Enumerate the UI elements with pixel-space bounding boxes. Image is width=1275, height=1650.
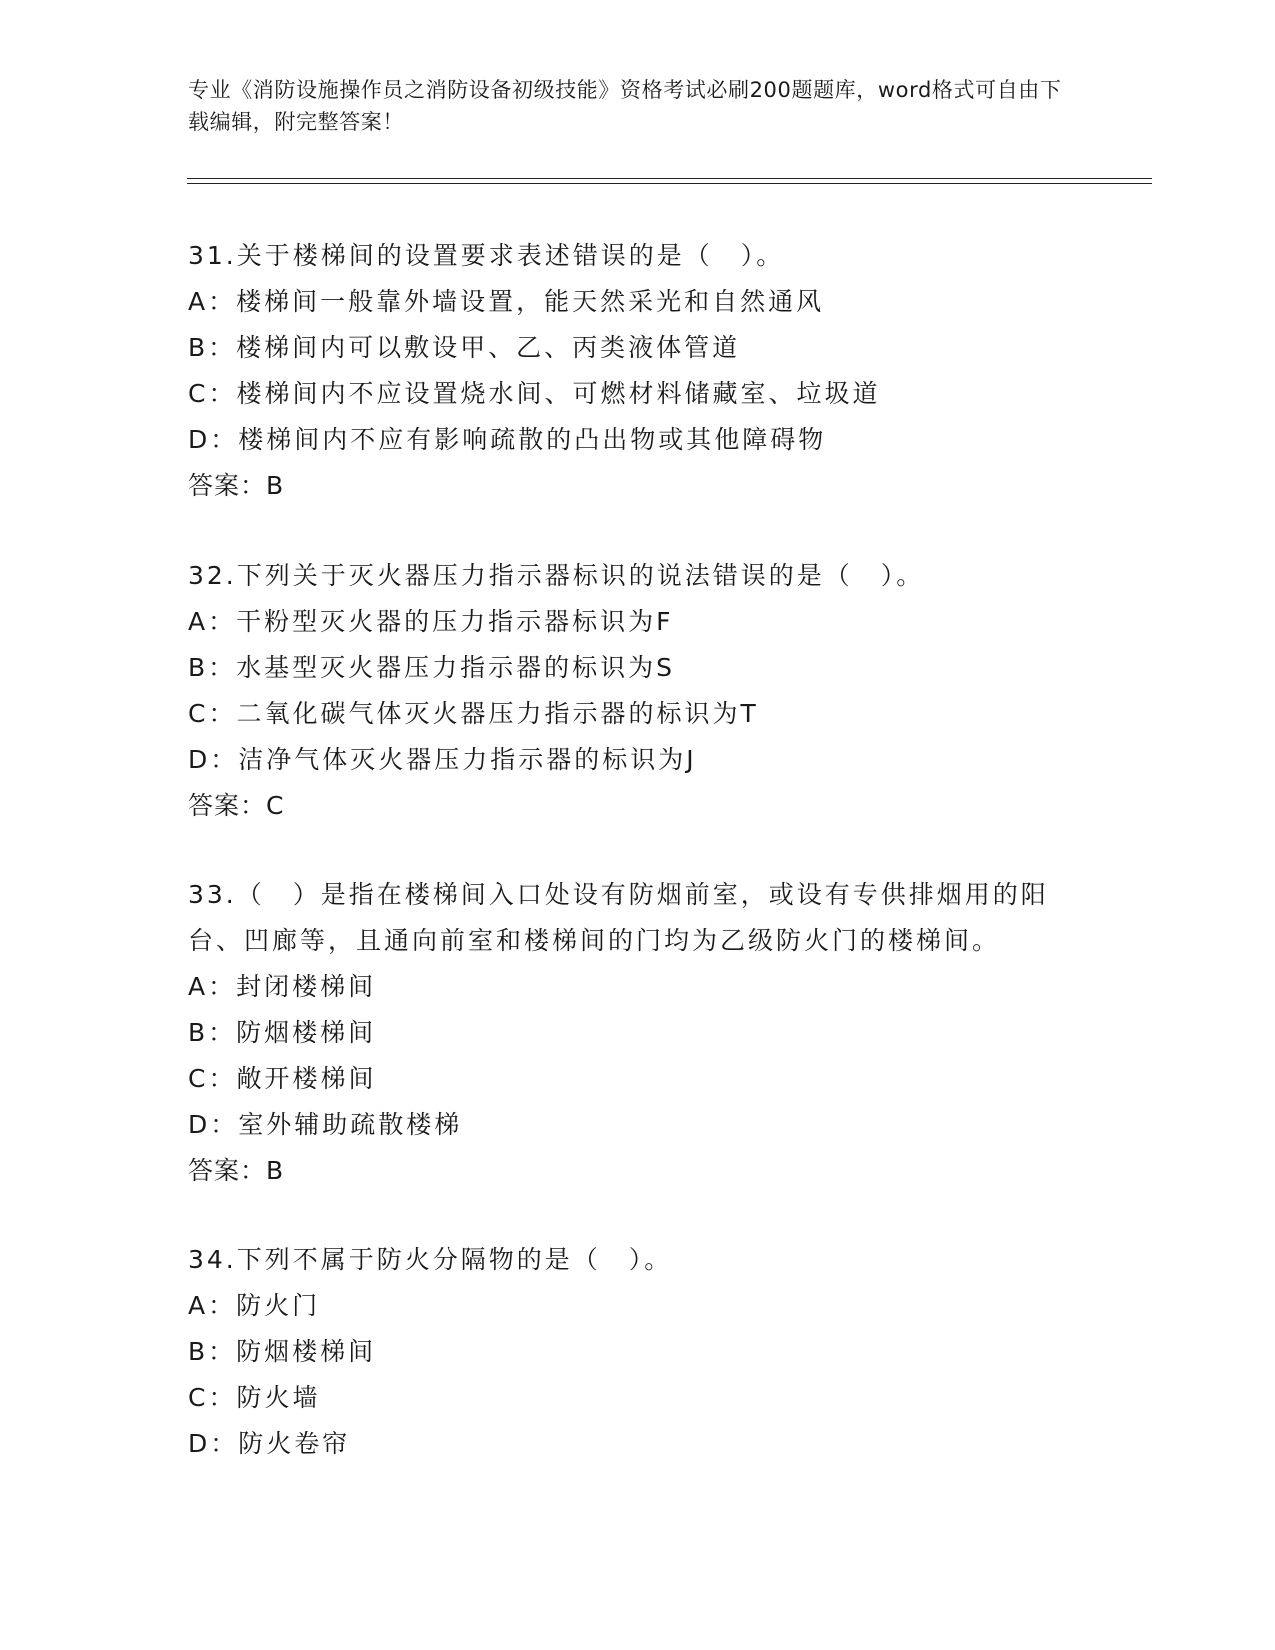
question-stem: 32.下列关于灭火器压力指示器标识的说法错误的是（ ）。 (188, 561, 925, 590)
option-a: A：干粉型灭火器的压力指示器标识为F (188, 607, 674, 636)
question-32 (188, 553, 1088, 829)
option-b: B：水基型灭火器压力指示器的标识为S (188, 653, 676, 682)
option-d: D：防火卷帘 (188, 1429, 351, 1458)
option-b: B：防烟楼梯间 (188, 1337, 377, 1366)
answer-label: 答案：C (188, 791, 285, 820)
question-34 (188, 1237, 1088, 1467)
question-stem: 34.下列不属于防火分隔物的是（ ）。 (188, 1245, 673, 1274)
document-header: 专业《消防设施操作员之消防设备初级技能》资格考试必刷200题题库，word格式可自由下载编辑，附完整答案！ (188, 78, 1062, 134)
question-33 (188, 872, 1088, 1194)
answer-label: 答案：B (188, 471, 285, 500)
option-a: A：防火门 (188, 1291, 321, 1320)
question-stem: 31.关于楼梯间的设置要求表述错误的是（ ）。 (188, 241, 785, 270)
question-31 (188, 233, 1088, 509)
option-d: D：楼梯间内不应有影响疏散的凸出物或其他障碍物 (188, 425, 827, 454)
option-b: B：楼梯间内可以敷设甲、乙、丙类液体管道 (188, 333, 741, 362)
header-divider-top (187, 178, 1152, 179)
option-b: B：防烟楼梯间 (188, 1018, 377, 1047)
option-a: A：楼梯间一般靠外墙设置，能天然采光和自然通风 (188, 287, 825, 316)
option-c: C：防火墙 (188, 1383, 321, 1412)
option-d: D：室外辅助疏散楼梯 (188, 1110, 463, 1139)
header-divider-bottom (187, 183, 1152, 184)
option-c: C：敞开楼梯间 (188, 1064, 377, 1093)
answer-label: 答案：B (188, 1156, 285, 1185)
option-c: C：楼梯间内不应设置烧水间、可燃材料储藏室、垃圾道 (188, 379, 881, 408)
option-a: A：封闭楼梯间 (188, 972, 377, 1001)
question-stem-line-2: 台、凹廊等，且通向前室和楼梯间的门均为乙级防火门的楼梯间。 (188, 926, 1001, 955)
option-d: D：洁净气体灭火器压力指示器的标识为J (188, 745, 697, 774)
option-c: C：二氧化碳气体灭火器压力指示器的标识为T (188, 699, 759, 728)
question-stem-line-1: 33.（ ）是指在楼梯间入口处设有防烟前室，或设有专供排烟用的阳 (188, 880, 1049, 909)
